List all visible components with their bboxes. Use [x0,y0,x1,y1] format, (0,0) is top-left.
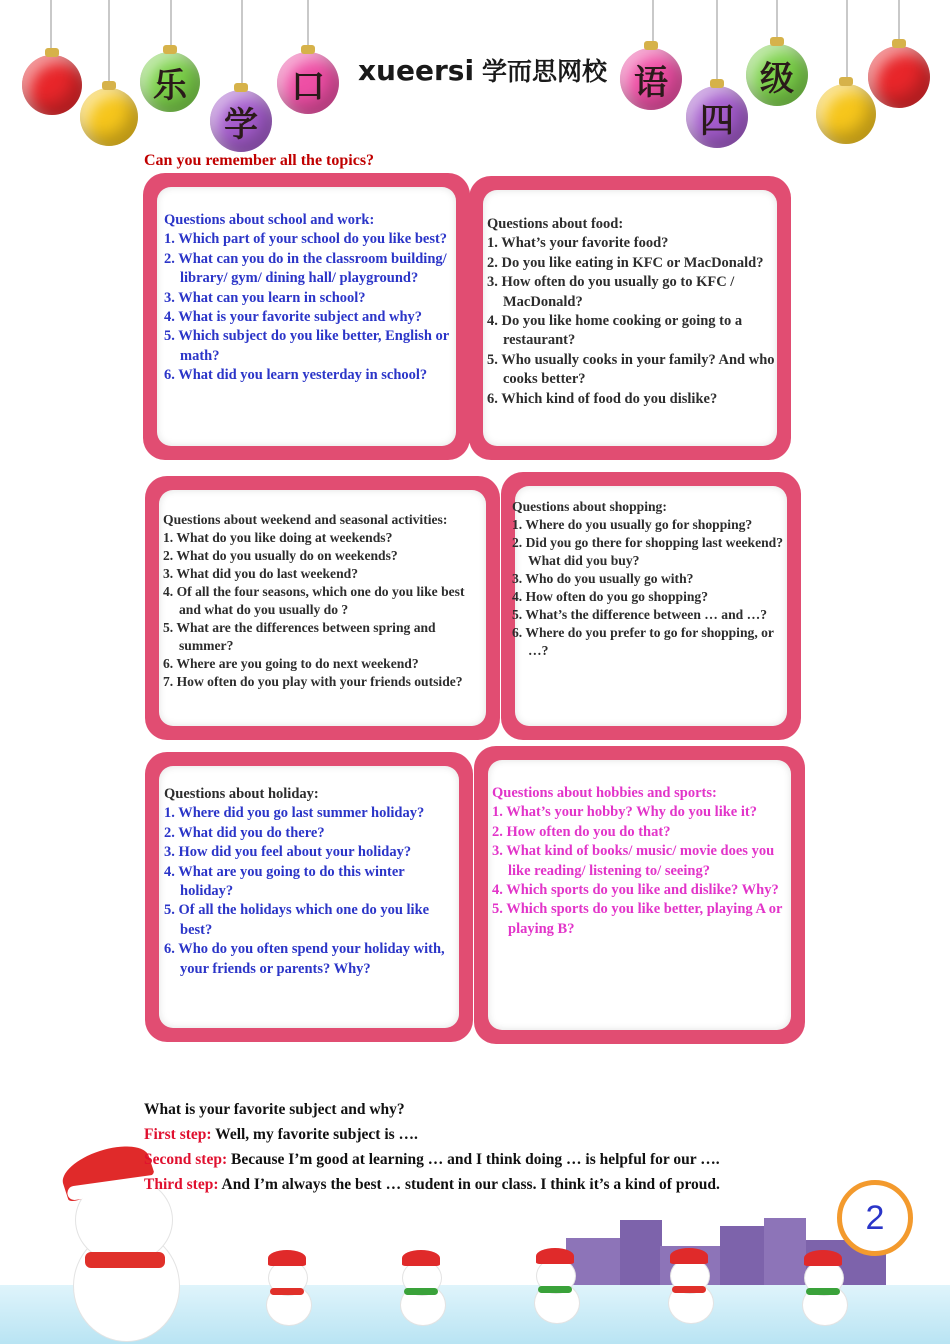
card-title: Questions about holiday: [164,786,319,802]
card-holiday [145,752,473,1042]
card-school [143,173,470,460]
list-item: 2. What can you do in the classroom building/ library/ gym/ dining hall/ playground? [164,250,447,287]
step-text: And I’m always the best … student in our class. I think it’s a kind of proud. [218,1176,720,1193]
list-item: 3. What can you learn in school? [164,289,366,306]
list-item: 5. Of all the holidays which one do you like best? [164,902,430,938]
step-text: Well, my favorite subject is …. [211,1126,418,1143]
question-list [164,230,458,385]
list-item: 5. What are the differences between spring and summer? [163,620,436,653]
ornament-glyph: 级 [760,58,794,99]
list-item: 6. What did you learn yesterday in school? [164,367,428,384]
page-number-badge: 2 [837,1180,913,1256]
example-step-2 [144,1147,720,1172]
card-title: Questions about hobbies and sports: [492,785,717,801]
card-weekend [145,476,500,740]
list-item: 4. What are you going to do this winter holiday? [164,863,405,900]
ornament-glyph: 学 [224,104,258,145]
list-item: 1. Where do you usually go for shopping? [512,517,753,532]
ornament-red-left [22,55,82,115]
example-step-1 [144,1122,720,1147]
step-label: First step: [144,1126,212,1143]
list-item: 5. What’s the difference between … and …? [512,607,767,622]
list-item: 3. Who do you usually go with? [512,571,694,586]
card-title: Questions about food: [487,216,624,232]
snowman-small [664,1248,714,1322]
list-item: 2. What do you usually do on weekends? [163,548,398,563]
card-title: Questions about shopping: [512,499,667,514]
question-list [487,234,779,409]
snowman-small [396,1250,446,1324]
snowman-small [798,1250,848,1324]
question-list [492,803,792,939]
ornament-red-right [868,46,930,108]
step-label: Third step: [144,1176,219,1193]
question-list [163,529,483,691]
ornament-yu [620,48,682,110]
question-list [164,804,460,979]
xueersi-logo [358,52,607,88]
list-item: 4. Of all the four seasons, which one do you like best and what do you usually do ? [163,584,465,617]
list-item: 5. Which subject do you like better, English or math? [164,328,449,364]
card-hobbies [474,746,805,1044]
list-item: 1. What’s your favorite food? [487,235,669,252]
ornament-xue [210,90,272,152]
list-item: 4. Do you like home cooking or going to a restaurant? [487,313,743,349]
card-title: Questions about school and work: [164,212,375,228]
ornament-si [686,86,748,148]
list-item: 5. Which sports do you like better, playing A or playing B? [492,901,783,937]
ornament-yellow-left [80,88,138,146]
list-item: 2. How often do you do that? [492,823,671,840]
list-item: 1. What’s your hobby? Why do you like it? [492,804,757,821]
ornament-yellow-right [816,84,876,144]
list-item: 6. Where do you prefer to go for shopping, or …? [512,625,774,658]
ornament-glyph: 口 [291,66,325,107]
list-item: 6. Where are you going to do next weekend? [163,656,419,671]
ornament-glyph: 四 [700,100,734,141]
list-item: 5. Who usually cooks in your family? And who cooks better? [487,351,775,388]
list-item: 3. How did you feel about your holiday? [164,844,412,861]
list-item: 6. Who do you often spend your holiday with, your friends or parents? Why? [164,941,445,977]
page-heading: Can you remember all the topics? [144,152,375,169]
ornament-glyph: 语 [634,62,668,103]
ornament-kou [277,52,339,114]
list-item: 4. How often do you go shopping? [512,589,709,604]
card-food [469,176,791,460]
list-item: 3. What did you do last weekend? [163,566,359,581]
ornament-glyph: 乐 [153,65,187,106]
list-item: 2. Did you go there for shopping last weekend? What did you buy? [512,535,784,568]
snowman-small [262,1250,312,1324]
list-item: 1. Which part of your school do you like best? [164,231,448,248]
list-item: 3. How often do you usually go to KFC / MacDonald? [487,274,735,310]
list-item: 7. How often do you play with your friends outside? [163,674,463,689]
logo-latin: xueersi [358,54,475,87]
snowman-small [530,1248,580,1322]
example-answer [144,1097,720,1197]
list-item: 4. Which sports do you like and dislike? Why? [492,882,779,899]
ornament-le [140,52,200,112]
list-item: 2. What did you do there? [164,824,325,841]
card-shopping [501,472,801,740]
list-item: 1. Where did you go last summer holiday? [164,805,425,822]
list-item: 2. Do you like eating in KFC or MacDonald? [487,254,764,271]
list-item: 1. What do you like doing at weekends? [163,530,393,545]
list-item: 6. Which kind of food do you dislike? [487,390,718,407]
example-step-3 [144,1172,720,1197]
card-title: Questions about weekend and seasonal activities: [163,512,448,527]
step-text: Because I’m good at learning … and I think doing … is helpful for our …. [227,1151,720,1168]
question-list [512,516,796,660]
list-item: 4. What is your favorite subject and why? [164,309,423,326]
logo-chinese: 学而思网校 [482,57,608,86]
list-item: 3. What kind of books/ music/ movie does you like reading/ listening to/ seeing? [492,843,775,879]
ornament-ji [746,44,808,106]
example-question: What is your favorite subject and why? [144,1101,405,1118]
step-label: Second step: [144,1151,228,1168]
